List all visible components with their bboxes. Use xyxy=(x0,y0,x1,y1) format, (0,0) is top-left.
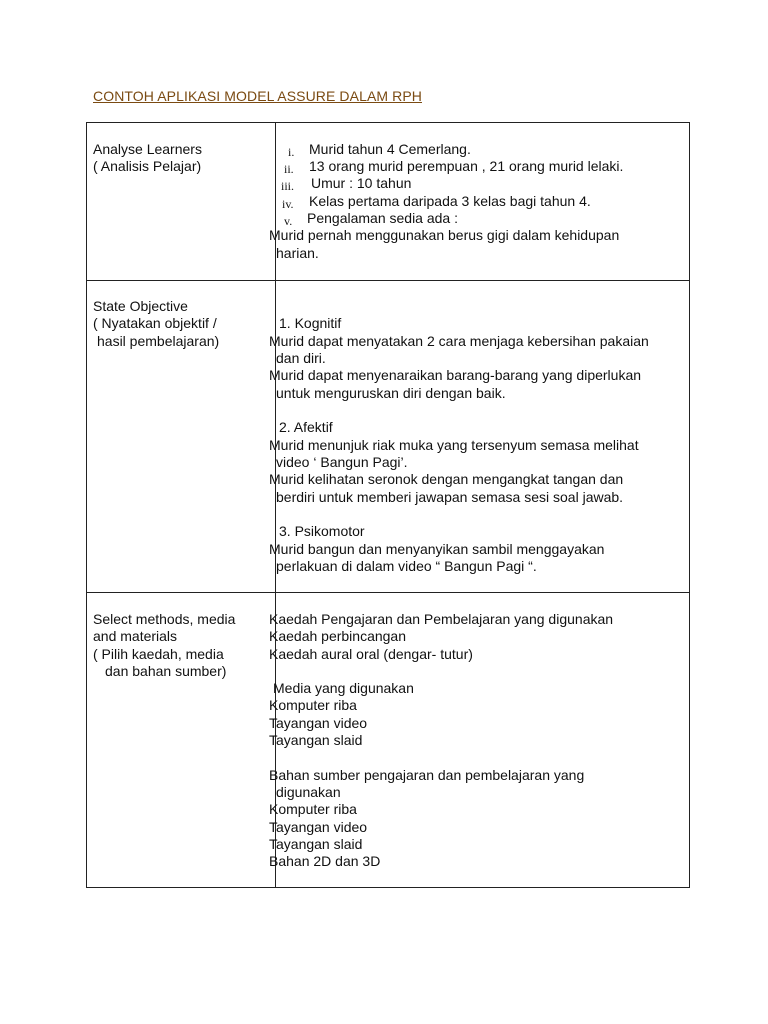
content-line: berdiri untuk memberi jawapan semasa sesi soal jawab. xyxy=(276,489,624,505)
content-line: Murid kelihatan seronok dengan mengangkat tangan dan xyxy=(269,471,624,487)
list-text: Pengalaman sedia ada : xyxy=(307,210,458,226)
row-label-line: Select methods, media xyxy=(93,611,236,627)
section-heading: 1. Kognitif xyxy=(279,315,342,331)
section-heading: 3. Psikomotor xyxy=(279,523,365,539)
content-line: Murid dapat menyatakan 2 cara menjaga kebersihan pakaian xyxy=(269,333,649,349)
row-divider-1 xyxy=(86,280,690,281)
content-line: Murid menunjuk riak muka yang tersenyum semasa melihat xyxy=(269,437,639,453)
content-line: Komputer riba xyxy=(269,697,357,713)
content-line: perlakuan di dalam video “ Bangun Pagi “. xyxy=(276,558,537,574)
content-line: dan diri. xyxy=(276,350,326,366)
content-line: Bahan 2D dan 3D xyxy=(269,853,381,869)
content-line: Murid pernah menggunakan berus gigi dalam kehidupan xyxy=(269,227,620,243)
list-number: iii. xyxy=(281,179,295,193)
section-heading: Media yang digunakan xyxy=(273,680,414,696)
list-text: 13 orang murid perempuan , 21 orang murid lelaki. xyxy=(309,158,624,174)
row-label-line: Analyse Learners xyxy=(93,141,202,157)
content-line: Tayangan video xyxy=(269,819,368,835)
section-heading: 2. Afektif xyxy=(279,419,333,435)
row-label-line: ( Nyatakan objektif / xyxy=(93,315,217,331)
document-title: CONTOH APLIKASI MODEL ASSURE DALAM RPH xyxy=(93,88,422,104)
section-heading: Bahan sumber pengajaran dan pembelajaran yang xyxy=(269,767,585,783)
content-line: Murid bangun dan menyanyikan sambil menggayakan xyxy=(269,541,605,557)
content-line: harian. xyxy=(276,245,319,261)
content-line: Tayangan slaid xyxy=(269,836,363,852)
row-label-line: and materials xyxy=(93,628,178,644)
content-line: Murid dapat menyenaraikan barang-barang yang diperlukan xyxy=(269,367,642,383)
list-number: ii. xyxy=(284,162,294,176)
list-text: Kelas pertama daripada 3 kelas bagi tahun 4. xyxy=(309,193,591,209)
content-line: Kaedah aural oral (dengar- tutur) xyxy=(269,646,473,662)
list-number: i. xyxy=(288,145,295,159)
row-label-line: dan bahan sumber) xyxy=(105,663,227,679)
list-number: v. xyxy=(284,214,293,228)
content-line: digunakan xyxy=(276,784,341,800)
content-line: untuk menguruskan diri dengan baik. xyxy=(276,385,506,401)
row-label-line: hasil pembelajaran) xyxy=(97,333,220,349)
row-label-line: State Objective xyxy=(93,298,188,314)
list-number: iv. xyxy=(282,197,294,211)
list-text: Murid tahun 4 Cemerlang. xyxy=(309,141,471,157)
list-text: Umur : 10 tahun xyxy=(311,175,412,191)
content-line: Kaedah Pengajaran dan Pembelajaran yang digunakan xyxy=(269,611,614,627)
row-label-line: ( Pilih kaedah, media xyxy=(93,646,224,662)
content-line: Komputer riba xyxy=(269,801,357,817)
row-divider-2 xyxy=(86,592,690,593)
content-line: video ‘ Bangun Pagi’. xyxy=(276,454,408,470)
content-line: Tayangan slaid xyxy=(269,732,363,748)
content-line: Kaedah perbincangan xyxy=(269,628,407,644)
row-label-line: ( Analisis Pelajar) xyxy=(93,158,202,174)
content-line: Tayangan video xyxy=(269,715,368,731)
